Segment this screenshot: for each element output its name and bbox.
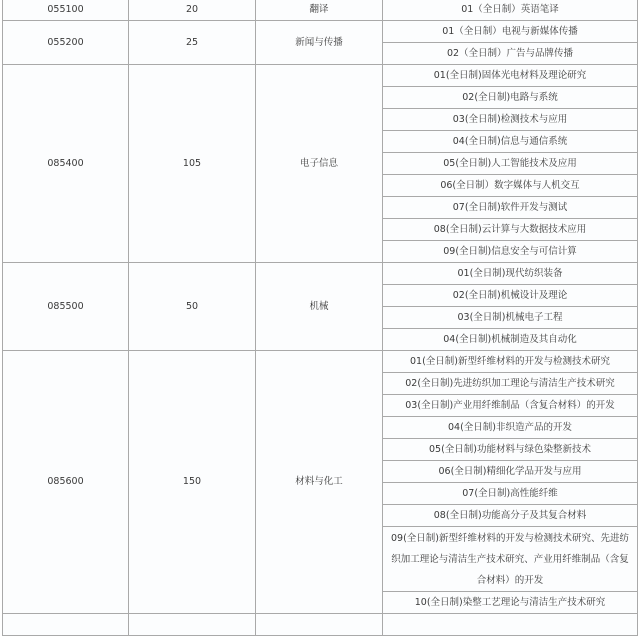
table-row <box>3 0 638 21</box>
research-direction: 08(全日制)云计算与大数据技术应用 <box>383 219 638 241</box>
table-row <box>3 263 638 285</box>
enrollment-count: 150 <box>129 351 256 614</box>
research-direction: 06(全日制)精细化学品开发与应用 <box>383 461 638 483</box>
research-direction: 04(全日制)信息与通信系统 <box>383 131 638 153</box>
research-direction: 01（全日制）电视与新媒体传播 <box>383 21 638 43</box>
research-direction: 02(全日制)先进纺织加工理论与清洁生产技术研究 <box>383 373 638 395</box>
enrollment-count: 25 <box>129 21 256 65</box>
enrollment-count: 20 <box>129 0 256 21</box>
research-direction: 02(全日制)电路与系统 <box>383 87 638 109</box>
enrollment-count: 50 <box>129 263 256 351</box>
empty-cell <box>129 614 256 636</box>
major-code: 085600 <box>3 351 129 614</box>
enrollment-count: 105 <box>129 65 256 263</box>
table-row <box>3 351 638 373</box>
research-direction: 08(全日制)功能高分子及其复合材料 <box>383 505 638 527</box>
research-direction: 10(全日制)染整工艺理论与清洁生产技术研究 <box>383 592 638 614</box>
research-direction: 03(全日制)机械电子工程 <box>383 307 638 329</box>
research-direction: 02（全日制）广告与品牌传播 <box>383 43 638 65</box>
table-row <box>3 65 638 87</box>
major-code: 055100 <box>3 0 129 21</box>
research-direction: 01(全日制)新型纤维材料的开发与检测技术研究 <box>383 351 638 373</box>
research-direction: 07(全日制)高性能纤维 <box>383 483 638 505</box>
major-name: 机械 <box>256 263 383 351</box>
enrollment-table <box>2 0 638 636</box>
research-direction: 01(全日制)固体光电材料及理论研究 <box>383 65 638 87</box>
empty-cell <box>3 614 129 636</box>
table-row-partial <box>3 614 638 636</box>
research-direction: 05(全日制)功能材料与绿色染整新技术 <box>383 439 638 461</box>
empty-cell <box>383 614 638 636</box>
major-code: 085400 <box>3 65 129 263</box>
research-direction: 01(全日制)现代纺织装备 <box>383 263 638 285</box>
table-row <box>3 21 638 43</box>
research-direction: 06(全日制）数字媒体与人机交互 <box>383 175 638 197</box>
research-direction: 04(全日制)机械制造及其自动化 <box>383 329 638 351</box>
research-direction: 02(全日制)机械设计及理论 <box>383 285 638 307</box>
empty-cell <box>256 614 383 636</box>
research-direction: 05(全日制)人工智能技术及应用 <box>383 153 638 175</box>
major-code: 055200 <box>3 21 129 65</box>
research-direction: 03(全日制)产业用纤维制品（含复合材料）的开发 <box>383 395 638 417</box>
major-name: 翻译 <box>256 0 383 21</box>
major-name: 新闻与传播 <box>256 21 383 65</box>
research-direction: 01（全日制）英语笔译 <box>383 0 638 21</box>
research-direction: 03(全日制)检测技术与应用 <box>383 109 638 131</box>
research-direction: 07(全日制)软件开发与测试 <box>383 197 638 219</box>
research-direction: 04(全日制)非织造产品的开发 <box>383 417 638 439</box>
major-name: 电子信息 <box>256 65 383 263</box>
major-code: 085500 <box>3 263 129 351</box>
research-direction: 09(全日制)新型纤维材料的开发与检测技术研究、先进纺织加工理论与清洁生产技术研究、产业用纤维制品（含复合材料）的开发 <box>383 527 638 592</box>
major-name: 材料与化工 <box>256 351 383 614</box>
research-direction: 09(全日制)信息安全与可信计算 <box>383 241 638 263</box>
